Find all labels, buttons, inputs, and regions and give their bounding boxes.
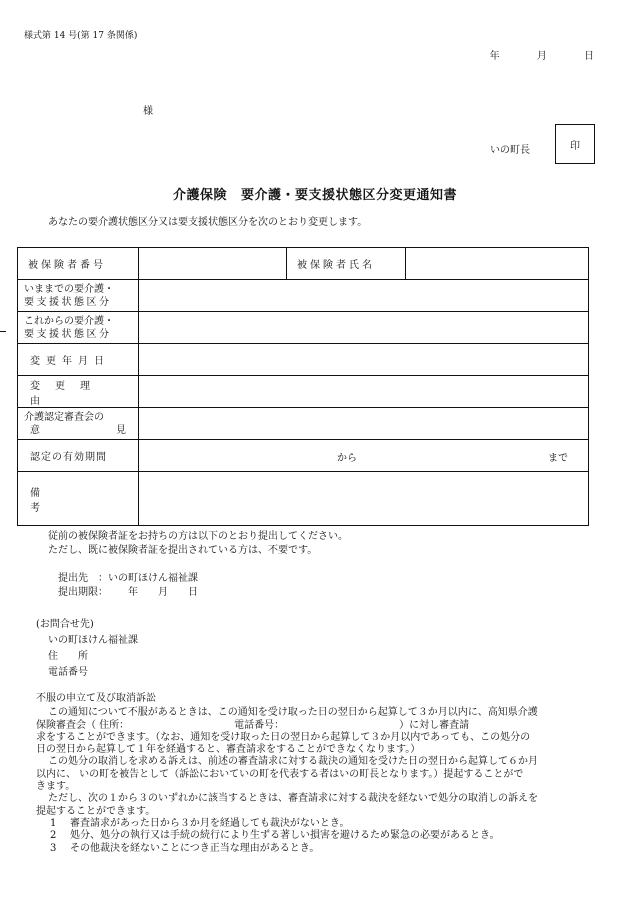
row-remarks xyxy=(18,472,589,526)
issue-date xyxy=(470,47,594,62)
submit-deadline: 提出期限： 年 月 日 xyxy=(58,587,198,598)
seal-box xyxy=(555,124,595,164)
appeal-item: 1 審査請求があった日から３か月を経過しても裁決がないとき。 xyxy=(50,817,350,829)
document-title xyxy=(0,184,630,203)
appeal-item: 3 その他裁決を経ないことにつき正当な理由があるとき。 xyxy=(50,842,320,854)
issuer-name: いの町長 xyxy=(490,145,530,156)
row-validity xyxy=(18,440,589,472)
date-day: 日 xyxy=(584,51,594,62)
row-new xyxy=(18,312,589,344)
inquiry-heading: (お問合せ先) xyxy=(36,619,94,630)
validity-label: 認定の有効期間 xyxy=(18,440,139,472)
inquiry-dept: いの町ほけん福祉課 xyxy=(48,635,138,646)
appeal-item: 2 処分、処分の執行又は手続の続行により生ずる著しい損害を避けるため緊急の必要があるとき。 xyxy=(50,830,500,842)
change-date-field[interactable] xyxy=(139,344,589,376)
validity-until: まで xyxy=(548,452,568,464)
previous-status-field[interactable] xyxy=(139,280,589,312)
notice-table xyxy=(17,247,589,526)
margin-mark xyxy=(0,331,6,332)
inquiry-info xyxy=(36,617,138,681)
change-reason-label: 変更理由 xyxy=(18,376,139,408)
inquiry-address: 住 所 xyxy=(48,651,88,662)
title-part2: 要介護・要支援状態区分変更通知書 xyxy=(241,188,458,203)
row-committee xyxy=(18,408,589,440)
inquiry-phone: 電話番号 xyxy=(48,667,88,678)
date-month: 月 xyxy=(536,51,547,62)
intro-text: あなたの要介護状態区分又は要支援状態区分を次のとおり変更します。 xyxy=(48,217,368,228)
row-previous xyxy=(18,280,589,312)
appeal-section: 不服の申立て及び取消訴訟 この通知について不服があるときは、この通知を受け取った日の翌日から起算して３か月以内に、高知県介護 保険審査会（ 住所： 電話番号： ）に対し審査請 求をすることができます。（なお、通知を受け取った日の翌日から起算して３か月以内であっても、この処分の 日の翌日から起算して１年を経過すると、審査請求をすることができなくなります。） この処分の取消しを求める訴えは、前述の審査請求に対する裁決の通知を受けた日の翌日から起算して６か月 以内に、 いの町を被告として（訴訟においていの町を代表する者はいの町長となります。）提起することがで きます。 ただし、次の１から３のいずれかに該当するときは、審査請求に対する裁決を経ないで処分の取消しの訴えを 提起することができます。 1 審査請求があった日から３か月を経過しても裁決がないとき。 2 処分、処分の執行又は手続の続行により生ずる著しい損害を避けるため緊急の必要があるとき。 3 その他裁決を経ないことにつき正当な理由があるとき。 xyxy=(36,693,596,855)
row-change-date xyxy=(18,344,589,376)
change-date-label: 変更年月日 xyxy=(18,344,139,376)
row-change-reason xyxy=(18,376,589,408)
title-part1: 介護保険 xyxy=(172,188,227,203)
insured-number-field[interactable] xyxy=(139,248,287,280)
insured-number-label: 被保険者番号 xyxy=(18,248,139,280)
submission-notes: 従前の被保険者証をお持ちの方は以下のとおり提出してください。 ただし、既に被保険者証を提出されている方は、不要です。 xyxy=(48,531,348,556)
change-reason-field[interactable] xyxy=(139,376,589,408)
committee-opinion-label: 介護認定審査会の 意 見 xyxy=(18,408,139,440)
form-number: 様式第 14 号(第 17 条関係) xyxy=(24,31,138,41)
committee-opinion-field[interactable] xyxy=(139,408,589,440)
validity-field[interactable] xyxy=(139,440,589,472)
addressee-suffix: 様 xyxy=(143,106,153,117)
new-status-label: これからの要介護・ 要支援状態区分 xyxy=(18,312,139,344)
submit-destination: 提出先 ：いの町ほけん福祉課 xyxy=(58,573,198,584)
insured-name-field[interactable] xyxy=(406,248,589,280)
appeal-heading: 不服の申立て及び取消訴訟 xyxy=(36,693,156,704)
remarks-label: 備考 xyxy=(18,472,139,526)
date-year: 年 xyxy=(489,51,500,62)
submission-info xyxy=(58,572,198,600)
seal-label: 印 xyxy=(570,140,580,152)
row-insured xyxy=(18,248,589,280)
remarks-field[interactable] xyxy=(139,472,589,526)
validity-from: から xyxy=(337,452,357,464)
new-status-field[interactable] xyxy=(139,312,589,344)
previous-status-label: いままでの要介護・ 要支援状態区分 xyxy=(18,280,139,312)
insured-name-label: 被保険者氏名 xyxy=(287,248,406,280)
